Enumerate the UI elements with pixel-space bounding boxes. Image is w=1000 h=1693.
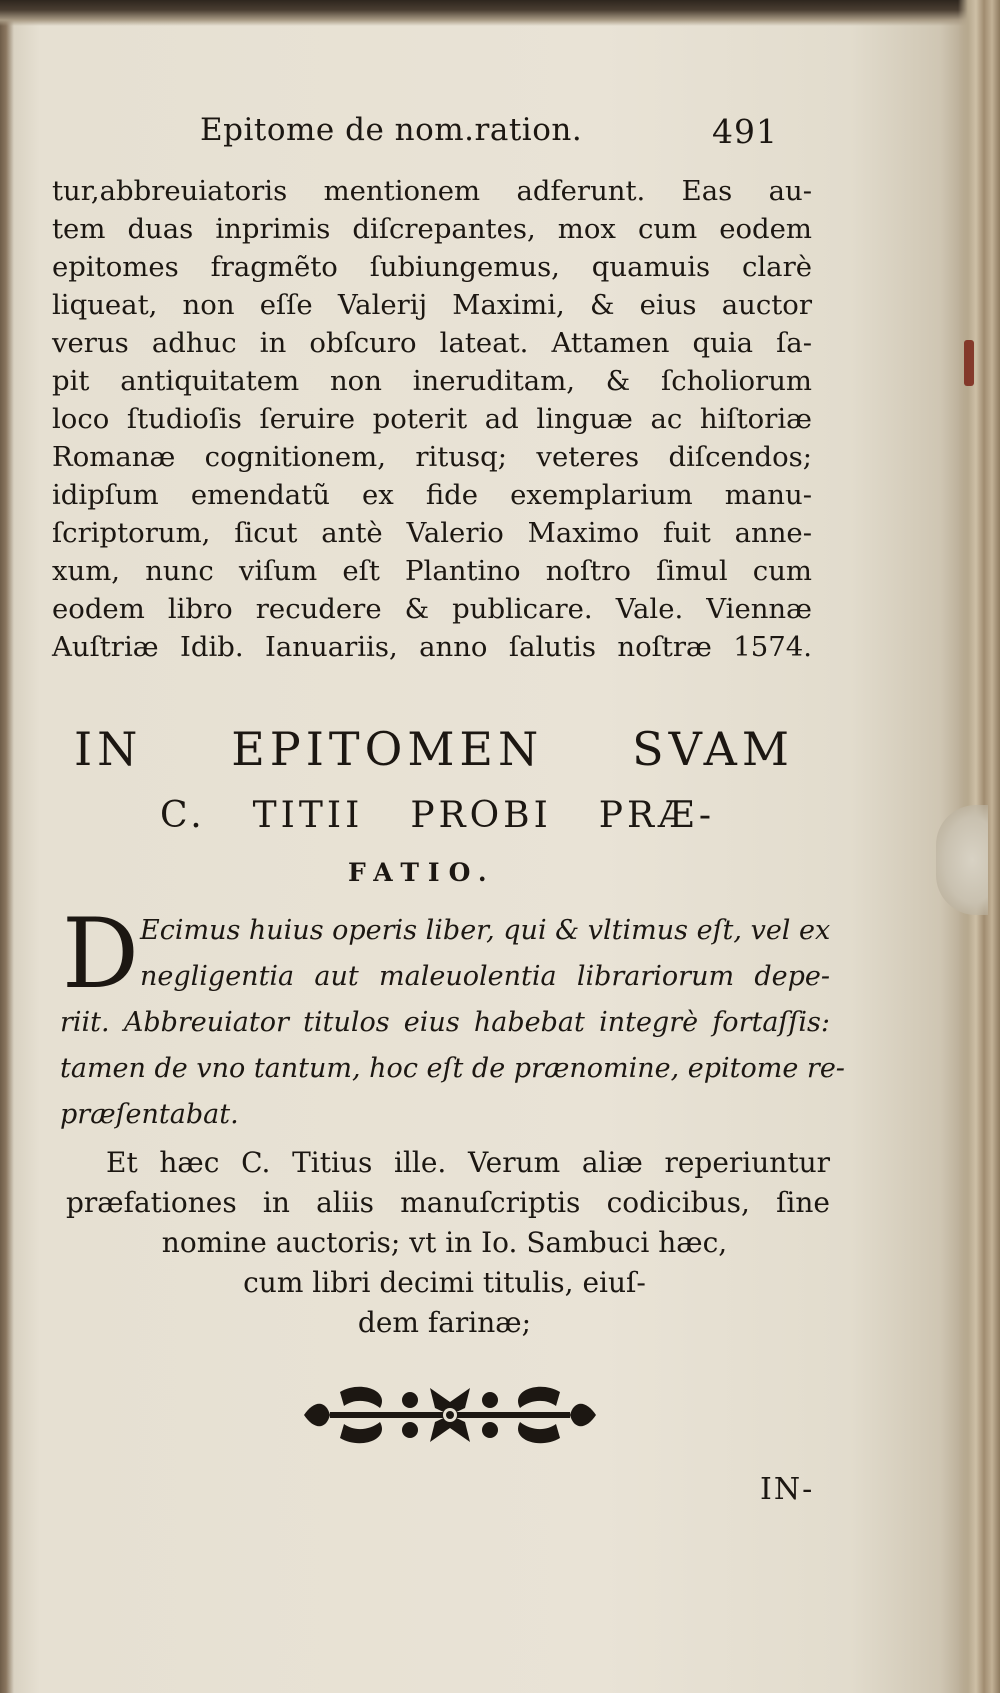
body-line: loco ſtudioſis ſeruire poterit ad linguæ ac hiſtoriæ — [52, 403, 812, 435]
preface-line: dem farinæ; — [357, 1306, 532, 1339]
preface-line: cum libri decimi titulis, eiuſ- — [243, 1266, 646, 1299]
preface-line: Et hæc C. Titius ille. Verum aliæ reperiuntur — [106, 1146, 830, 1179]
body-line: ſcriptorum, ſicut antè Valerio Maximo fuit anne- — [52, 517, 812, 549]
body-line: idipſum emendatũ ex fide exemplarium manu- — [52, 479, 812, 511]
italic-line: riit. Abbreuiator titulos eius habebat integrè fortaſſis: — [60, 1007, 830, 1038]
body-line: pit antiquitatem non ineruditam, & ſcholiorum — [52, 365, 812, 397]
body-line: eodem libro recudere & publicare. Vale. Viennæ — [52, 593, 812, 625]
thumb-tab-shadow — [936, 805, 988, 915]
italic-line: negligentia aut maleuolentia librariorum depe- — [140, 961, 830, 992]
italic-line: tamen de vno tantum, hoc eſt de prænomine, epitome re- — [60, 1053, 845, 1084]
page-number: 491 — [712, 112, 778, 151]
catchword: IN- — [760, 1472, 815, 1507]
body-line: Auſtriæ Idib. Ianuariis, anno ſalutis noſtræ 1574. — [52, 631, 812, 663]
body-line: verus adhuc in obſcuro lateat. Attamen quia ſa- — [52, 327, 812, 359]
body-line: xum, nunc viſum eſt Plantino noſtro ſimul cum — [52, 555, 812, 587]
section-heading-line-1: IN EPITOMEN SVAM — [74, 722, 794, 776]
running-head-title: Epitome de nom.ration. — [200, 112, 583, 148]
italic-line: præſentabat. — [60, 1099, 239, 1130]
printer-ornament — [300, 1380, 600, 1450]
preface-line: præfationes in aliis manuſcriptis codicibus, ſine — [66, 1186, 830, 1219]
red-page-marker — [964, 340, 974, 386]
drop-cap: D — [62, 898, 139, 1010]
preface-line: nomine auctoris; vt in Io. Sambuci hæc, — [161, 1226, 728, 1259]
top-page-shadow — [0, 0, 1000, 26]
section-heading-line-3: FATIO. — [348, 858, 496, 887]
section-heading-line-2: C. TITII PROBI PRÆ- — [160, 795, 715, 836]
body-line: liqueat, non eſſe Valerij Maximi, & eius auctor — [52, 289, 812, 321]
body-line: epitomes fragmẽto ſubiungemus, quamuis clarè — [52, 251, 812, 283]
italic-line: Ecimus huius operis liber, qui & vltimus eſt, vel ex — [140, 915, 831, 946]
body-line: tur,abbreuiatoris mentionem adferunt. Eas au- — [52, 175, 812, 207]
body-line: Romanæ cognitionem, ritusq; veteres diſcendos; — [52, 441, 812, 473]
body-line: tem duas inprimis diſcrepantes, mox cum eodem — [52, 213, 812, 245]
